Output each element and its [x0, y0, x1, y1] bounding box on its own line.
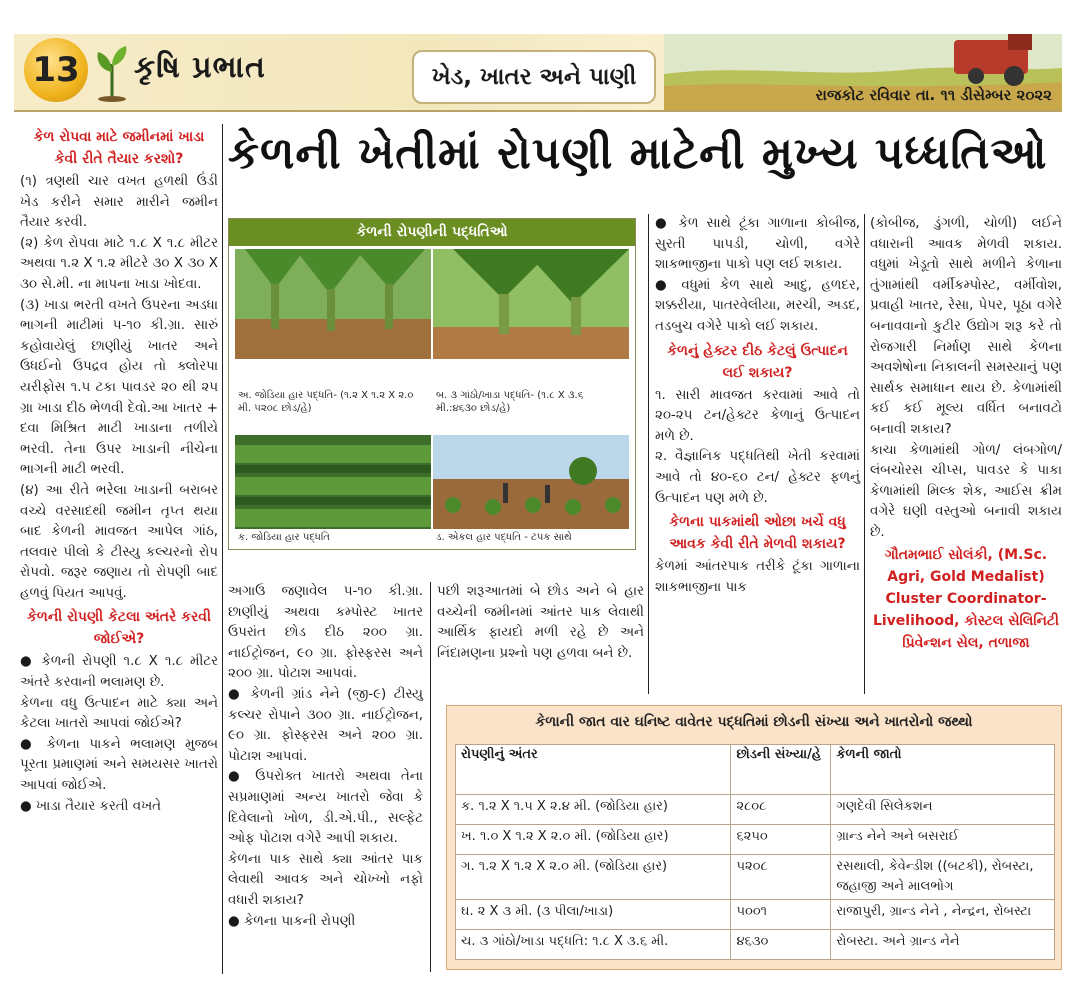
column-divider — [648, 214, 649, 694]
table-cell: ગ્રાન્ડ નેને અને બસરાઈ — [831, 825, 1055, 855]
subheading: કેળની રોપણી કેટલા અંતરે કરવી જોઈએ? — [27, 609, 211, 648]
paragraph: કેળના વધુ ઉત્પાદન માટે ક્યા અને કેટલા ખાતરો આપવાં જોઈએ? — [20, 695, 218, 732]
subheading: કેળ રોપવા માટે જમીનમાં ખાડા કેવી રીતે તૈયાર કરશો? — [33, 129, 205, 167]
table-cell: રસથાલી, કેવેન્ડીશ ((બટકી), રોબસ્ટા, જહાજી અને માલભોગ — [831, 855, 1055, 900]
photo-caption: બ. ૩ ગાંઠો/ખાડા પદ્ધતિ- (૧.૮ X ૩.૬ મી.:૪૬૩૦ છોડ/હે) — [433, 387, 629, 433]
table-cell: ૪૬૩૦ — [731, 930, 831, 960]
table-row — [456, 795, 1055, 825]
paragraph: ● કેળના પાકની રોપણી — [228, 913, 356, 929]
column-5 — [870, 214, 1062, 654]
photo-box — [228, 218, 636, 550]
paragraph: ● કેળની રોપણી ૧.૮ X ૧.૮ મીટર અંતરે કરવાની ભલામણ છે. — [20, 654, 218, 691]
paragraph: ● કેળની ગ્રાંડ નેને (જી-૯) ટીસ્યુ કલ્ચર રોપાને ૩૦૦ ગ્રા. નાઈટ્રોજન, ૯૦ ગ્રા. ફોસ્ફરસ અને ૨૦૦ ગ્રા. પોટાશ આપવાં. — [228, 686, 423, 764]
paragraph: (૪) આ રીતે ભરેલા ખાડાની બરાબર વચ્ચે વરસાદથી જમીન તૃપ્ત થયા બાદ કેળની માવજત આપેલ ગાંઠ, તલવાર પીલો કે ટીસ્યુ કલ્ચરનો રોપ રોપવો. જરૂર જણાય તો રોપણી બાદ હળવું પિયત આપવું. — [20, 482, 218, 601]
column-divider — [864, 214, 865, 694]
paragraph: ૧. સારી માવજત કરવામાં આવે તો ૨૦-૨૫ ટન/હેક્ટર કેળાનું ઉત્પાદન મળે છે. — [655, 387, 860, 444]
column-1 — [20, 124, 218, 817]
table-cell: ક. ૧.૨ X ૧.૫ X ૨.૪ મી. (જોડિયા હાર) — [456, 795, 731, 825]
author-credit: ગૌતમભાઈ સોલંકી, (M.Sc. Agri, Gold Medalist) Cluster Coordinator-Livelihood, કોસ્ટલ સેલિનિટી પ્રિવેન્શન સેલ, તળાજા — [872, 546, 1060, 651]
paragraph: કેળમાં આંતરપાક તરીકે ટૂંકા ગાળાના શાકભાજીના પાક — [655, 559, 860, 595]
paragraph: (કોબીજ, ડુંગળી, ચોળી) લઈને વધારાની આવક મેળવી શકાય. વધુમાં ખેડૂતો સાથે મળીને કેળાના તુંગામાંથી વર્મીકમ્પોસ્ટ, વર્મીવોશ, પ્રવાહી ખાતર, રેસા, પેપર, પૂઠા વગેરે બનાવવાનો કુટીર ઉદ્યોગ શરૂ કરે તો રોજગારી નિર્માણ સાથે કેળના અવશેષોના નિકાલની સમસ્યાનું પણ સાર્થક સમાધાન થાય છે. કેળામાંથી કઈ કઈ મૂલ્ય વર્ધિત બનાવટો બનાવી શકાય? — [870, 216, 1062, 437]
paragraph: ● ઉપરોક્ત ખાતરો અથવા તેના સપ્રમાણમાં અન્ય ખાતરો જેવા કે દિવેલાનો ખોળ, ડી.એ.પી., સલ્ફેટ ઓફ પોટાશ વગેરે આપી શકાય. — [228, 769, 423, 847]
page-number: 13 — [24, 38, 88, 102]
paragraph: ● ખાડા તૈયાર કરતી વખતે — [20, 798, 161, 814]
photo-caption: ડ. એકલ હાર પદ્ધતિ - ટપક સાથે — [433, 529, 629, 547]
table-cell: રોબસ્ટા. અને ગ્રાન્ડ નેને — [831, 930, 1055, 960]
table-cell: રાજાપુરી, ગ્રાન્ડ નેને , નેન્દ્રન, રોબસ્ટા — [831, 900, 1055, 930]
paragraph: અગાઉ જણાવેલ ૫-૧૦ કી.ગ્રા. છાણીયું અથવા કમ્પોસ્ટ ખાતર ઉપરાંત છોડ દીઠ ૨૦૦ ગ્રા. નાઈટ્રોજન, ૯૦ ગ્રા. ફોસ્ફરસ અને ૨૦૦ ગ્રા. પોટાશ આપવાં. — [228, 584, 423, 682]
paragraph: કાચા કેળામાંથી ગોળ/ લંબગોળ/લંબચોરસ ચીપ્સ, પાવડર કે પાકા કેળામાંથી મિલ્ક શેક, આઈસ ક્રીમ વગેરે ઘણી વસ્તુઓ બનાવી શકાય છે. — [870, 442, 1062, 540]
paragraph: ૨. વૈજ્ઞાનિક પદ્ધતિથી ખેતી કરવામાં આવે તો ૪૦-૬૦ ટન/ હેક્ટર ફળનું ઉત્પાદન પણ મળે છે. — [655, 449, 860, 506]
table-row — [456, 825, 1055, 855]
photo-box-title: કેળની રોપણીની પદ્ધતિઓ — [229, 219, 635, 246]
paragraph: કેળના પાક સાથે ક્યા આંતર પાક લેવાથી આવક અને ચોખ્ખો નફો વધારી શકાય? — [228, 851, 423, 908]
masthead — [14, 34, 1062, 112]
table-cell: ૫૨૦૮ — [731, 855, 831, 900]
banana-clump-photo — [433, 249, 629, 359]
table-title: કેળાની જાત વાર ઘનિષ્ટ વાવેતર પદ્ધતિમાં છોડની સંખ્યા અને ખાતરોનો જથ્થો — [535, 714, 973, 730]
table-cell: ગણદેવી સિલેકશન — [831, 795, 1055, 825]
variety-table — [455, 744, 1055, 960]
plant-seedling-icon — [92, 42, 132, 102]
paragraph: ● કેળ સાથે ટૂંકા ગાળાના કોબીજ, સુરતી પાપડી, ચોળી, વગેરે શાકભાજીના પાકો પણ લઈ શકાય. — [655, 216, 860, 273]
table-header: રોપણીનું અંતર — [456, 745, 731, 795]
column-2 — [228, 582, 423, 932]
table-header-row — [456, 745, 1055, 795]
subheading: કેળના પાકમાંથી ઓછા ખર્ચે વધુ આવક કેવી રીતે મેળવી શકાય? — [669, 514, 846, 553]
table-cell: ૨૮૦૮ — [731, 795, 831, 825]
paragraph: (૧) ત્રણથી ચાર વખત હળથી ઉંડી ખેડ કરીને સમાર મારીને જમીન તૈયાર કરવી. — [20, 174, 218, 231]
column-4 — [655, 214, 860, 598]
column-divider — [222, 124, 223, 974]
paragraph: ● વધુમાં કેળ સાથે આદુ, હળદર, શક્કરીયા, પાતરવેલીયા, મરચી, અડદ, તડબુચ વગેરે પાકો લઈ શકાય. — [655, 277, 860, 334]
table-row — [456, 900, 1055, 930]
variety-table-box — [446, 705, 1062, 970]
column-3 — [437, 582, 644, 664]
column-divider — [430, 582, 431, 972]
photo-caption: ક. જોડિયા હાર પદ્ધતિ — [235, 529, 431, 547]
photo-caption: અ. જોડિયા હાર પદ્ધતિ- (૧.૨ X ૧.૨ X ૨.૦ મી. ૫૨૦૮ છોડ/હે) — [235, 387, 431, 433]
paragraph: (૨) કેળ રોપવા માટે ૧.૮ X ૧.૮ મીટર અથવા ૧.૨ X ૧.૨ મીટરે ૩૦ X ૩૦ X ૩૦ સે.મી. ના માપના ખાડા ખોદવા. — [20, 235, 218, 292]
table-cell: ૬૨૫૦ — [731, 825, 831, 855]
table-cell: ખ. ૧.૦ X ૧.૨ X ૨.૦ મી. (જોડિયા હાર) — [456, 825, 731, 855]
section-title: ખેડ, ખાતર અને પાણી — [412, 50, 656, 104]
table-cell: ૫૦૦૧ — [731, 900, 831, 930]
table-header: છોડની સંખ્યા/હે — [731, 745, 831, 795]
paragraph: પછી શરૂઆતમાં બે છોડ અને બે હાર વચ્ચેની જમીનમાં આંતર પાક લેવાથી આર્થિક ફાયદો મળી રહે છે અને નિંદામણના પ્રશ્નો પણ હળવા બને છે. — [437, 584, 644, 661]
headline: કેળની ખેતીમાં રોપણી માટેની મુખ્ય પધ્ધતિઓ — [228, 128, 1048, 179]
paragraph: (૩) ખાડા ભરતી વખતે ઉપરના અડધા ભાગની માટીમાં ૫-૧૦ કી.ગ્રા. સારું કહોવાયેલું છાણીયું ખાતર અને ઉધઈનો ઉપદ્રવ હોય તો ક્લોરપા યરીફોસ ૧.૫ ટકા પાવડર ૨૦ થી ૨૫ ગ્રા ખાડા દીઠ ભેળવી દેવો.આ ખાતર + દવા મિશ્રિત માટી ખાડાના તળીયે ભરવી. તેના ઉપર ખાડાની નીચેના ભાગની માટી ભરવી. — [20, 297, 218, 478]
dateline: રાજકોટ રવિવાર તા. ૧૧ ડીસેમ્બર ૨૦૨૨ — [815, 86, 1052, 104]
table-cell: ચ. ૩ ગાંઠો/ખાડા પદ્ધતિ: ૧.૮ X ૩.૬ મી. — [456, 930, 731, 960]
table-cell: ગ. ૧.૨ X ૧.૨ X ૨.૦ મી. (જોડિયા હાર) — [456, 855, 731, 900]
paper-title: કૃષિ પ્રભાત — [134, 50, 266, 85]
subheading: કેળનું હેક્ટર દીઠ કેટલું ઉત્પાદન લઈ શકાય? — [667, 342, 848, 381]
paragraph: ● કેળના પાકને ભલામણ મુજબ પૂરતા પ્રમાણમાં અને સમયસર ખાતરો આપવાં જોઈએ. — [20, 736, 218, 794]
banana-plantation-photo — [235, 249, 431, 359]
table-header: કેળની જાતો — [831, 745, 1055, 795]
table-row — [456, 855, 1055, 900]
table-cell: ઘ. ૨ X ૩ મી. (૩ પીલા/ખાડા) — [456, 900, 731, 930]
table-row — [456, 930, 1055, 960]
